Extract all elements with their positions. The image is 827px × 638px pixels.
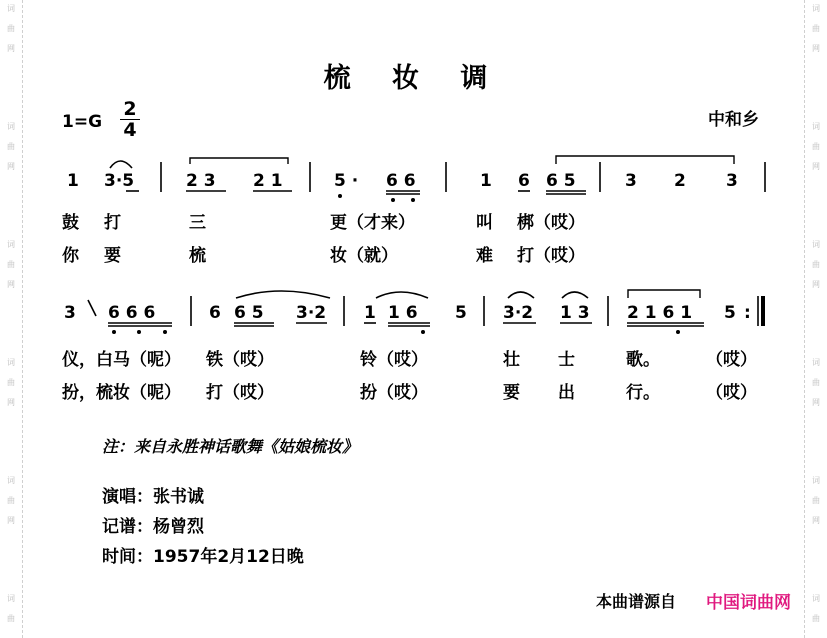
lyric: 鼓 [62,213,79,233]
lower-dot [411,198,415,202]
lyric: 打 [104,213,121,233]
note: 3 [726,171,738,191]
lower-dot [338,194,342,198]
note: 3 [64,303,76,323]
watermark-char: 网 [812,398,820,407]
note: 1 6 [388,303,418,323]
watermark-char: 曲 [7,496,15,505]
date-credit: 时间：1957年2月12日晚 [102,547,304,567]
lyric: 扮，梳妆（呢） [62,383,181,403]
watermark-char: 词 [7,122,15,131]
note: 3·2 [296,303,327,323]
lyric: （哎） [706,383,757,403]
watermark-char: 曲 [812,142,820,151]
watermark-char: 网 [7,516,15,525]
note: 1 [480,171,492,191]
source-site-link[interactable]: 中国词曲网 [706,593,791,613]
note: 2 3 [186,171,216,191]
note: 5 · [334,171,359,191]
transcriber-credit: 记谱：杨曾烈 [102,517,204,537]
watermark-char: 网 [812,162,820,171]
note: 5 [455,303,467,323]
lyric: 叫 [476,213,493,233]
song-title: 梳 妆 调 [323,63,504,94]
watermark-char: 词 [7,476,15,485]
slur [562,292,588,298]
watermark-char: 网 [812,280,820,289]
watermark-char: 词 [7,240,15,249]
lower-dot [137,330,141,334]
notation-line-2 [64,290,763,334]
note: 6 [518,171,530,191]
lower-dot [112,330,116,334]
note: 6 6 [386,171,416,191]
lower-dot [421,330,425,334]
tie-bracket [556,156,734,164]
watermark-char: 网 [7,398,15,407]
singer-credit: 演唱：张书诚 [102,487,204,507]
lyric: 梆（哎） [517,213,585,233]
repeat-dots: : [744,303,751,323]
lyric: 壮 [503,350,520,370]
slur [110,161,132,168]
lower-dot [163,330,167,334]
watermark-char: 词 [812,4,820,13]
lyric: 妆（就） [330,246,398,266]
watermark-char: 网 [7,44,15,53]
note: 1 3 [560,303,590,323]
lyric: 打（哎） [517,246,585,266]
watermark-char: 词 [7,594,15,603]
watermark-char: 曲 [7,142,15,151]
watermark-char: 曲 [812,378,820,387]
region-label: 中和乡 [708,110,759,130]
watermark-char: 曲 [812,24,820,33]
note: 2 1 6 1 [627,303,693,323]
lyric: 铃（哎） [360,350,428,370]
note: 5 [724,303,736,323]
lyric: 出 [558,383,575,403]
watermark-char: 词 [7,358,15,367]
lower-dot [676,330,680,334]
watermark-char: 曲 [7,24,15,33]
watermark-char: 曲 [812,614,820,623]
watermark-char: 曲 [812,260,820,269]
lyric: 要 [503,383,520,403]
watermark-char: 曲 [812,496,820,505]
breath-mark [88,300,96,316]
time-numerator: 2 [123,98,137,120]
lyric: 难 [476,246,493,266]
watermark-char: 网 [7,280,15,289]
tie-bracket [628,290,700,298]
lyric: 三 [189,213,206,233]
note: 2 1 [253,171,283,191]
note: 3·5 [104,171,135,191]
source-label: 本曲谱源自 [596,592,677,611]
lower-dot [391,198,395,202]
note: 1 [67,171,79,191]
note: 3·2 [503,303,534,323]
watermark-char: 词 [812,122,820,131]
lyric: 你 [62,246,79,266]
lyric: 更（才来） [330,213,415,233]
lyric: 行。 [626,383,660,403]
lyric: （哎） [706,350,757,370]
tie-bracket [190,158,288,164]
lyric: 打（哎） [206,383,274,403]
watermark-char: 曲 [7,378,15,387]
note: 6 6 6 [108,303,156,323]
source-note: 注：来自永胜神话歌舞《姑娘梳妆》 [102,437,359,456]
note: 1 [364,303,376,323]
lyric: 铁（哎） [206,350,274,370]
slur [376,292,428,298]
watermark-char: 网 [812,516,820,525]
watermark-char: 网 [7,162,15,171]
slur [236,291,330,298]
watermark-char: 曲 [7,260,15,269]
watermark-char: 词 [7,4,15,13]
note: 6 [209,303,221,323]
time-denominator: 4 [120,119,140,140]
watermark-char: 词 [812,594,820,603]
watermark-char: 曲 [7,614,15,623]
notation-line-1 [67,156,765,202]
lyric: 仪，白马（呢） [62,350,181,370]
note: 2 [674,171,686,191]
lyric: 梳 [189,246,206,266]
watermark-char: 词 [812,358,820,367]
note: 6 5 [234,303,264,323]
lyric: 要 [104,246,121,266]
note: 6 5 [546,171,576,191]
watermark-char: 网 [812,44,820,53]
note: 3 [625,171,637,191]
slur [508,292,534,298]
key-signature: 1=G [62,112,103,132]
lyric: 歌。 [626,350,660,370]
watermark-char: 词 [812,240,820,249]
lyric: 扮（哎） [360,383,428,403]
watermark-char: 词 [812,476,820,485]
lyric: 士 [558,350,575,370]
